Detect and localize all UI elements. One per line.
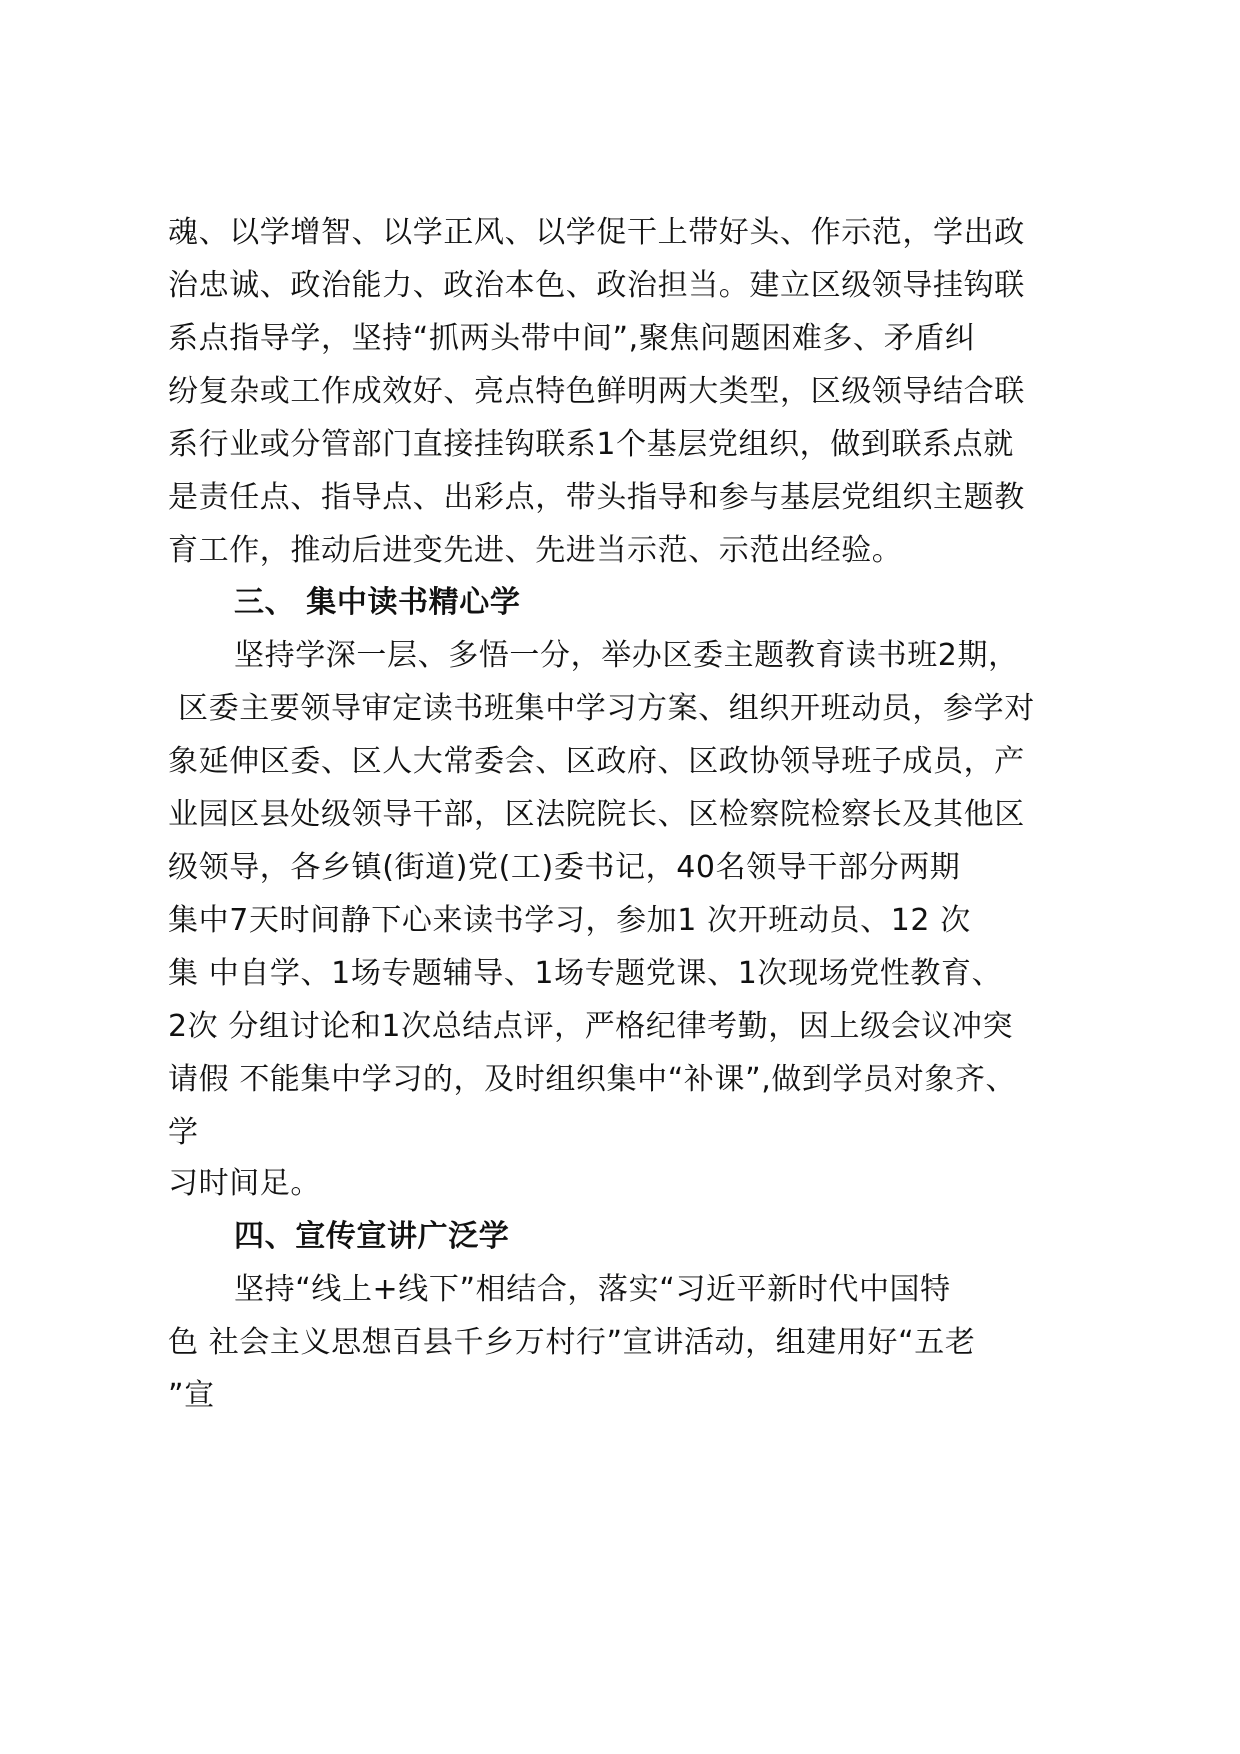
body-text-line: ”宣 (168, 1378, 215, 1413)
body-text-line: 请假 不能集中学习的，及时组织集中“补课”,做到学员对象齐、 (168, 1062, 1017, 1097)
body-text-line: 级领导，各乡镇(街道)党(工)委书记，40名领导干部分两期 (168, 850, 961, 885)
body-text-line: 色 社会主义思想百县千乡万村行”宣讲活动，组建用好“五老 (168, 1325, 976, 1360)
body-text-line: 是责任点、指导点、出彩点，带头指导和参与基层党组织主题教 (168, 480, 1025, 515)
body-text-line: 集中7天时间静下心来读书学习，参加1 次开班动员、12 次 (168, 903, 971, 938)
body-text-line: 2次 分组讨论和1次总结点评，严格纪律考勤，因上级会议冲突 (168, 1009, 1014, 1044)
section-heading-3: 三、 集中读书精心学 (234, 585, 521, 620)
body-text-line: 纷复杂或工作成效好、亮点特色鲜明两大类型，区级领导结合联 (168, 374, 1025, 409)
body-text-line: 魂、以学增智、以学正风、以学促干上带好头、作示范，学出政 (168, 215, 1025, 250)
section-heading-4: 四、宣传宣讲广泛学 (234, 1219, 510, 1254)
body-text-line: 象延伸区委、区人大常委会、区政府、区政协领导班子成员，产 (168, 744, 1025, 779)
body-text-line: 习时间足。 (168, 1166, 321, 1201)
body-text-line: 育工作，推动后进变先进、先进当示范、示范出经验。 (168, 533, 903, 568)
body-text-line: 坚持学深一层、多悟一分，举办区委主题教育读书班2期， (234, 638, 1019, 673)
body-text-line: 系行业或分管部门直接挂钩联系1个基层党组织，做到联系点就 (168, 427, 1014, 462)
body-text-line: 学 (168, 1115, 199, 1150)
body-text-line: 治忠诚、政治能力、政治本色、政治担当。建立区级领导挂钩联 (168, 268, 1025, 303)
body-text-line: 系点指导学，坚持“抓两头带中间”,聚焦问题困难多、矛盾纠 (168, 321, 976, 356)
body-text-line: 坚持“线上+线下”相结合，落实“习近平新时代中国特 (234, 1272, 951, 1307)
body-text-line: 业园区县处级领导干部，区法院院长、区检察院检察长及其他区 (168, 797, 1025, 832)
body-text-line: 集 中自学、1场专题辅导、1场专题党课、1次现场党性教育、 (168, 956, 1003, 991)
body-text-line: 区委主要领导审定读书班集中学习方案、组织开班动员，参学对 (178, 691, 1035, 726)
